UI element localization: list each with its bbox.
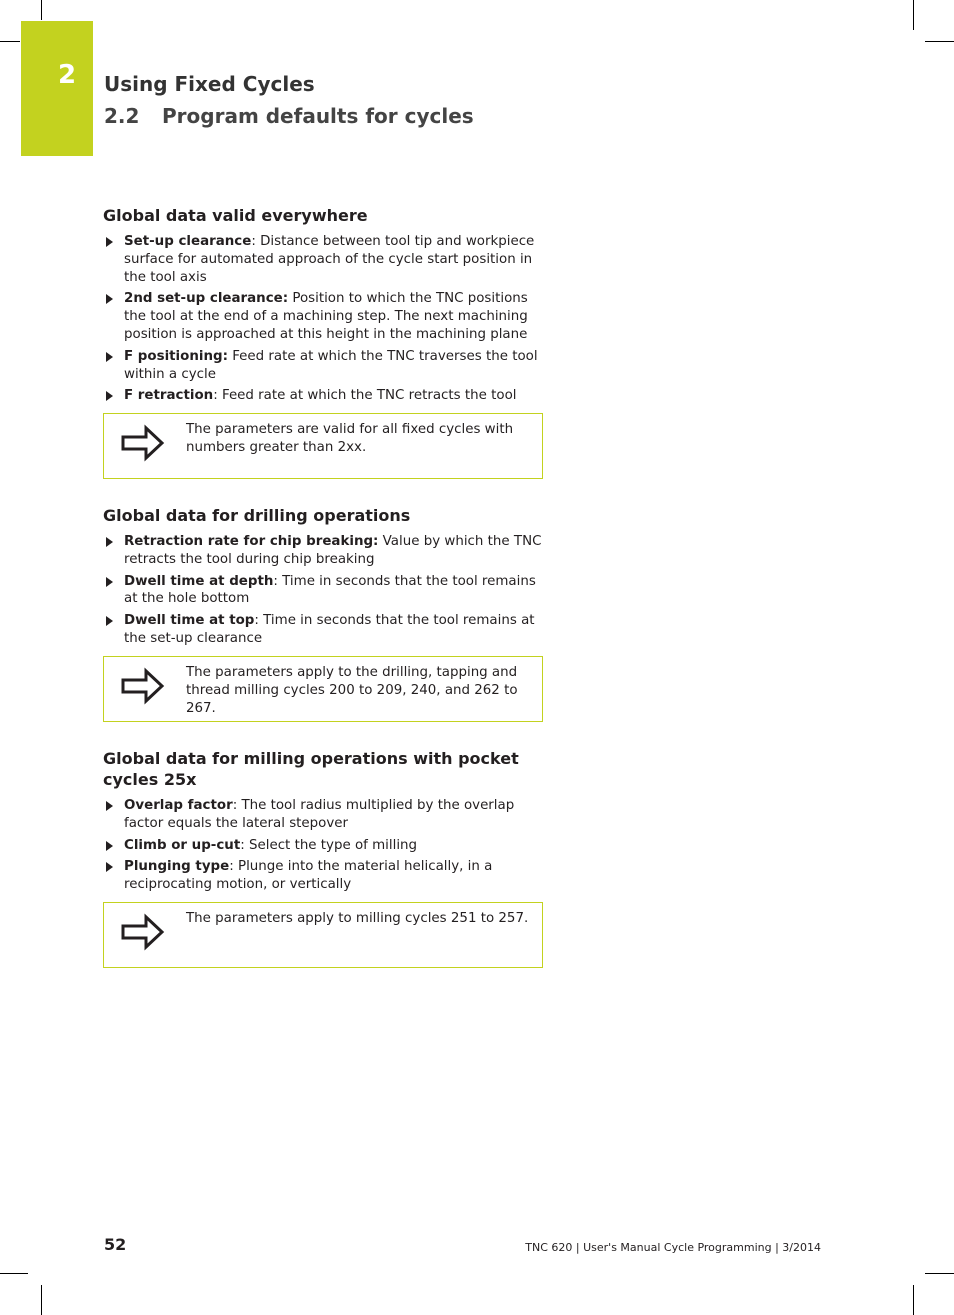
list-item bbox=[103, 290, 545, 343]
chapter-number: 2 bbox=[58, 60, 77, 90]
list-item bbox=[103, 533, 545, 569]
bullet-list bbox=[103, 797, 545, 898]
list-item bbox=[103, 797, 545, 833]
crop-mark bbox=[925, 41, 954, 42]
bullet-term: Set-up clearance bbox=[124, 234, 252, 249]
triangle-right-icon bbox=[106, 616, 113, 626]
bullet-term: Retraction rate for chip breaking: bbox=[124, 534, 379, 549]
triangle-right-icon bbox=[106, 537, 113, 547]
bullet-text: Position to which the TNC positions the tool at the end of a machining step. The next machining position is approached at this height in the machining plane bbox=[124, 291, 528, 342]
bullet-term: Dwell time at top bbox=[124, 613, 255, 629]
crop-mark bbox=[913, 1285, 914, 1315]
bullet-text: Feed rate at which the TNC traverses the tool within a cycle bbox=[124, 348, 538, 382]
list-item bbox=[103, 233, 545, 286]
list-item bbox=[103, 858, 545, 894]
right-arrow-outline-icon bbox=[120, 667, 166, 705]
bullet-term: Climb or up-cut bbox=[124, 837, 241, 853]
list-item bbox=[103, 387, 545, 405]
triangle-right-icon bbox=[106, 577, 113, 587]
right-arrow-outline-icon bbox=[120, 424, 166, 462]
section-heading: Global data for milling operations with pocket cycles 25x bbox=[103, 749, 519, 789]
bullet-term: F positioning: bbox=[124, 348, 228, 364]
triangle-right-icon bbox=[106, 841, 113, 851]
bullet-term: Overlap factor bbox=[124, 798, 233, 813]
bullet-text: Value by which the TNC retracts the tool during chip breaking bbox=[124, 534, 542, 567]
right-arrow-outline-icon bbox=[120, 913, 166, 951]
list-item bbox=[103, 573, 545, 609]
note-text: The parameters apply to the drilling, tapping and thread milling cycles 200 to 209, 240, and 262 to 267. bbox=[186, 665, 518, 716]
note-box bbox=[103, 413, 543, 479]
triangle-right-icon bbox=[106, 352, 113, 362]
triangle-right-icon bbox=[106, 862, 113, 872]
note-text: The parameters are valid for all fixed cycles with numbers greater than 2xx. bbox=[186, 422, 514, 455]
triangle-right-icon bbox=[106, 237, 113, 247]
note-box bbox=[103, 656, 543, 722]
bullet-list bbox=[103, 233, 545, 409]
chapter-tab bbox=[21, 21, 93, 156]
bullet-term: Dwell time at depth bbox=[124, 573, 274, 589]
note-box bbox=[103, 902, 543, 968]
footer-text: TNC 620 | User's Manual Cycle Programming | 3/2014 bbox=[525, 1241, 821, 1254]
crop-mark bbox=[41, 1285, 42, 1315]
section-title: Program defaults for cycles bbox=[162, 104, 474, 128]
list-item bbox=[103, 837, 545, 855]
crop-mark bbox=[925, 1273, 954, 1274]
bullet-text: : Plunge into the material helically, in a reciprocating motion, or vertically bbox=[124, 859, 493, 893]
bullet-text: : Select the type of milling bbox=[240, 837, 418, 853]
bullet-term: F retraction bbox=[124, 388, 214, 404]
crop-mark bbox=[0, 41, 20, 42]
bullet-term: Plunging type bbox=[124, 859, 230, 875]
bullet-text: : Distance between tool tip and workpiece surface for automated approach of the cycle start position in the tool axis bbox=[124, 234, 535, 285]
section-heading: Global data valid everywhere bbox=[103, 206, 368, 225]
triangle-right-icon bbox=[106, 294, 113, 304]
bullet-term: 2nd set-up clearance: bbox=[124, 291, 289, 307]
bullet-list bbox=[103, 533, 545, 652]
crop-mark bbox=[0, 1273, 28, 1274]
page-number: 52 bbox=[104, 1235, 127, 1254]
list-item bbox=[103, 348, 545, 384]
section-heading: Global data for drilling operations bbox=[103, 506, 411, 525]
bullet-text: : Time in seconds that the tool remains at the set-up clearance bbox=[124, 613, 535, 646]
triangle-right-icon bbox=[106, 801, 113, 811]
crop-mark bbox=[41, 0, 42, 20]
note-text: The parameters apply to milling cycles 251 to 257. bbox=[186, 911, 529, 926]
bullet-text: : Feed rate at which the TNC retracts the tool bbox=[213, 388, 517, 404]
triangle-right-icon bbox=[106, 391, 113, 401]
chapter-title: Using Fixed Cycles bbox=[104, 72, 315, 96]
crop-mark bbox=[913, 0, 914, 30]
bullet-text: : Time in seconds that the tool remains at the hole bottom bbox=[124, 573, 536, 607]
bullet-text: : The tool radius multiplied by the overlap factor equals the lateral stepover bbox=[124, 798, 515, 831]
section-number: 2.2 bbox=[104, 104, 140, 128]
list-item bbox=[103, 612, 545, 648]
